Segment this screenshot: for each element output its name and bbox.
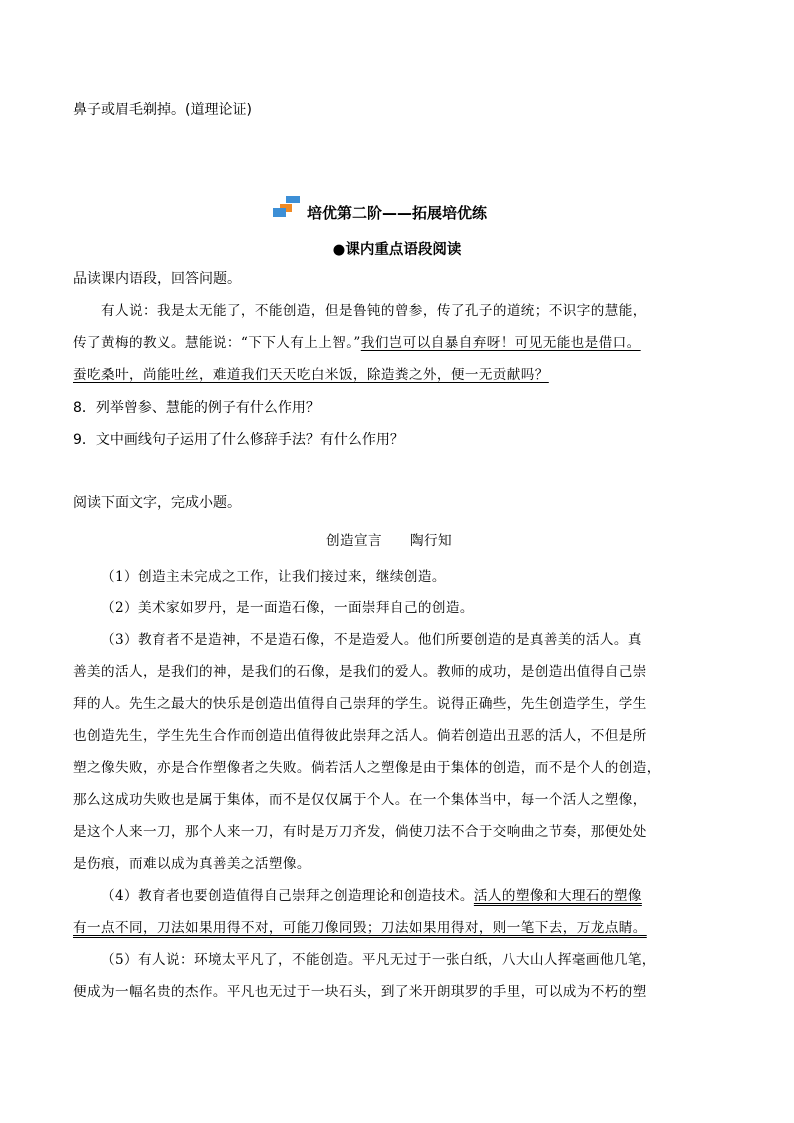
part1-instruction: 品读课内语段，回答问题。 bbox=[73, 271, 241, 287]
paragraph-3-line: 拜的人。先生之最大的快乐是创造出值得自己崇拜的学生。说得正确些，先生创造学生，学生 bbox=[73, 696, 647, 712]
paragraph-3-line: （3）教育者不是造神，不是造石像，不是造爱人。他们所要创造的是真善美的活人。真 bbox=[101, 632, 642, 648]
paragraph-3-line: 是这个人来一刀，那个人来一刀，有时是万刀齐发，倘使刀法不合于交响曲之节奏，那便处处 bbox=[73, 824, 647, 840]
paragraph-4-plain: （4）教育者也要创造值得自己崇拜之创造理论和创造技术。 bbox=[101, 888, 474, 904]
previous-page-ending: 鼻子或眉毛剃掉。(道理论证) bbox=[73, 102, 252, 118]
question-9: 9．文中画线句子运用了什么修辞手法？有什么作用？ bbox=[73, 432, 404, 448]
paragraph-3-line: 也创造先生，学生先生合作而创造出值得彼此崇拜之活人。倘若创造出丑恶的活人，不但是所 bbox=[73, 728, 647, 744]
section-subtitle: ●课内重点语段阅读 bbox=[332, 242, 462, 258]
article-author: 陶行知 bbox=[410, 533, 452, 549]
paragraph-5-line: （5）有人说：环境太平凡了，不能创造。平凡无过于一张白纸，八大山人挥毫画他几笔， bbox=[101, 952, 656, 968]
underlined-sentence-part2: 蚕吃桑叶，尚能吐丝，难道我们天天吃白米饭，除造粪之外，便一无贡献吗？ bbox=[73, 367, 549, 383]
paragraph-3-line: 是伤痕，而难以成为真善美之活塑像。 bbox=[73, 856, 311, 872]
paragraph-3-line: 塑之像失败，亦是合作塑像者之失败。倘若活人之塑像是由于集体的创造，而不是个人的创造， bbox=[73, 760, 661, 776]
paragraph-3-line: 善美的活人，是我们的神，是我们的石像，是我们的爱人。教师的成功，是创造出值得自己崇 bbox=[73, 664, 647, 680]
paragraph-1: （1）创造主未完成之工作，让我们接过来，继续创造。 bbox=[101, 569, 446, 585]
passage-line-1: 有人说：我是太无能了，不能创造，但是鲁钝的曾参，传了孔子的道统；不识字的慧能， bbox=[101, 303, 647, 319]
passage-line-2-plain: 传了黄梅的教义。慧能说：“下下人有上上智。” bbox=[73, 335, 361, 351]
paragraph-5-line: 便成为一幅名贵的杰作。平凡也无过于一块石头，到了米开朗琪罗的手里，可以成为不朽的塑 bbox=[73, 984, 647, 1000]
passage-line-2 bbox=[73, 333, 641, 353]
paragraph-2: （2）美术家如罗丹，是一面造石像，一面崇拜自己的创造。 bbox=[101, 600, 474, 616]
question-8: 8．列举曾参、慧能的例子有什么作用？ bbox=[73, 400, 320, 416]
section-title: 培优第二阶——拓展培优练 bbox=[306, 204, 487, 222]
article-title: 创造宣言 bbox=[326, 533, 382, 549]
paragraph-3-line: 那么这成功失败也是属于集体，而不是仅仅属于个人。在一个集体当中，每一个活人之塑像， bbox=[73, 792, 647, 808]
paragraph-4-underlined-end: 有一点不同，刀法如果用得不对，可能刀像同毁；刀法如果用得对，则一笔下去，万龙点睛。 bbox=[73, 920, 647, 936]
part2-instruction: 阅读下面文字，完成小题。 bbox=[73, 495, 241, 511]
paragraph-4-line-1 bbox=[101, 886, 642, 906]
paragraph-4-underlined-start: 活人的塑像和大理石的塑像 bbox=[473, 888, 642, 904]
underlined-sentence-part1: 我们岂可以自暴自弃呀！可见无能也是借口。 bbox=[360, 335, 641, 351]
